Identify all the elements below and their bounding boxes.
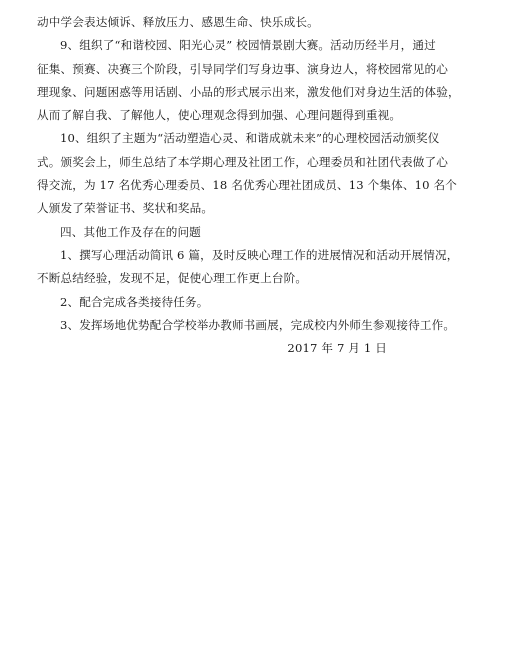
- document-body: [37, 11, 471, 360]
- text-line-7: 式。颁奖会上，师生总结了本学期心理及社团工作，心理委员和社团代表做了心: [37, 154, 449, 169]
- text-line-14: 3、发挥场地优势配合学校举办教师书画展，完成校内外师生参观接待工作。: [60, 317, 456, 332]
- text-line-1: 动中学会表达倾诉、释放压力、感恩生命、快乐成长。: [37, 15, 319, 29]
- document-date: 2017 年 7 月 1 日: [287, 341, 387, 356]
- text-line-6: 10、组织了主题为“活动塑造心灵、和谐成就未来”的心理校园活动颁奖仪: [60, 131, 440, 146]
- text-line-8: 得交流，为 17 名优秀心理委员、18 名优秀心理社团成员、13 个集体、10 名个: [37, 178, 457, 193]
- text-line-13: 2、配合完成各类接待任务。: [60, 294, 209, 309]
- text-line-2: 9、组织了“和谐校园、阳光心灵” 校园情景剧大赛。活动历经半月，通过: [60, 38, 436, 53]
- text-line-5: 从而了解自我、了解他人，使心理观念得到加强、心理问题得到重视。: [37, 108, 402, 123]
- text-line-12: 不断总结经验，发现不足，促使心理工作更上台阶。: [37, 271, 308, 286]
- section-heading: 四、其他工作及存在的问题: [60, 224, 201, 239]
- text-line-9: 人颁发了荣誉证书、奖状和奖品。: [37, 201, 214, 216]
- text-line-11: 1、撰写心理活动简讯 6 篇，及时反映心理工作的进展情况和活动开展情况，: [60, 247, 459, 262]
- text-line-4: 理现象、问题困惑等用话剧、小品的形式展示出来，激发他们对身边生活的体验，: [37, 84, 460, 99]
- text-line-3: 征集、预赛、决赛三个阶段，引导同学们写身边事、演身边人，将校园常见的心: [37, 61, 449, 76]
